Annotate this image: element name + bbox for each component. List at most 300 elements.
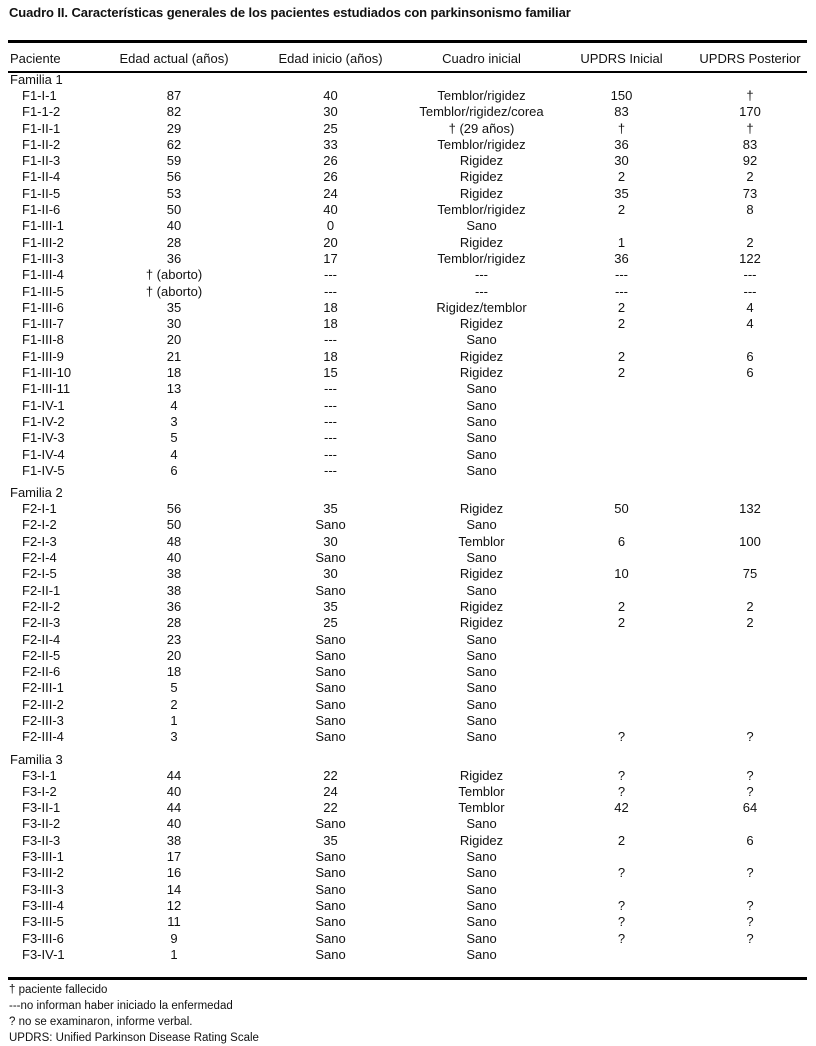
cell-cuadro-inicial: Rigidez — [459, 153, 504, 169]
cell-paciente: F2-I-1 — [22, 501, 57, 517]
cell-updrs-posterior: ? — [746, 729, 754, 745]
header-updrs-inicial: UPDRS Inicial — [580, 51, 663, 66]
cell-paciente: F3-IV-1 — [22, 946, 65, 962]
table-row — [8, 784, 807, 800]
cell-cuadro-inicial: Rigidez — [459, 598, 504, 614]
footnote: UPDRS: Unified Parkinson Disease Rating Scale — [9, 1032, 259, 1044]
cell-edad-inicio: Sano — [315, 946, 346, 962]
cell-updrs-posterior: 73 — [742, 185, 758, 201]
cell-edad-actual: 17 — [166, 849, 182, 865]
header-edad-inicio: Edad inicio (años) — [278, 51, 383, 66]
cell-cuadro-inicial: Rigidez — [459, 169, 504, 185]
table-row — [8, 202, 807, 218]
cell-paciente: F1-1-2 — [22, 104, 61, 120]
cell-updrs-inicial: ? — [617, 897, 626, 913]
cell-updrs-inicial: ? — [617, 783, 626, 799]
cell-cuadro-inicial: Sano — [466, 865, 497, 881]
cell-cuadro-inicial: Sano — [466, 218, 497, 234]
cell-edad-actual: 12 — [166, 897, 182, 913]
cell-paciente: F1-II-4 — [22, 169, 61, 185]
cell-updrs-posterior: 6 — [746, 832, 754, 848]
cell-updrs-inicial — [550, 648, 693, 664]
cell-edad-inicio: 26 — [323, 169, 338, 185]
cell-updrs-posterior: 64 — [742, 800, 758, 816]
cell-updrs-posterior: 100 — [739, 533, 761, 549]
cell-updrs-posterior — [693, 414, 807, 430]
cell-paciente: F2-I-5 — [22, 566, 57, 582]
cell-edad-inicio: Sano — [315, 664, 346, 680]
cell-updrs-posterior — [693, 463, 807, 479]
cell-cuadro-inicial: Temblor/rigidez/corea — [419, 104, 544, 120]
footnote: ---no informan haber iniciado la enfermedad — [9, 1000, 233, 1012]
cell-edad-actual: 3 — [170, 413, 178, 429]
cell-edad-actual: 4 — [170, 397, 178, 413]
cell-cuadro-inicial: Rigidez/temblor — [436, 299, 527, 315]
cell-edad-inicio: --- — [324, 413, 337, 429]
cell-edad-inicio: --- — [324, 381, 337, 397]
cell-edad-inicio: 0 — [326, 218, 335, 234]
footnote: ? no se examinaron, informe verbal. — [9, 1016, 193, 1028]
cell-updrs-inicial — [550, 713, 693, 729]
cell-updrs-inicial: ? — [617, 914, 626, 930]
cell-edad-inicio: 15 — [323, 365, 338, 381]
cell-edad-actual: 50 — [166, 517, 182, 533]
cell-cuadro-inicial: Sano — [466, 446, 497, 462]
cell-edad-inicio: 24 — [323, 783, 338, 799]
table-row — [8, 713, 807, 729]
cell-edad-inicio: --- — [324, 462, 337, 478]
cell-paciente: F3-III-6 — [22, 930, 64, 946]
cell-edad-actual: 1 — [170, 712, 178, 728]
cell-edad-actual: 21 — [166, 348, 182, 364]
family-label: Familia 3 — [10, 751, 63, 767]
cell-updrs-inicial: 150 — [610, 88, 633, 103]
cell-updrs-posterior — [693, 632, 807, 648]
cell-updrs-inicial: 36 — [614, 250, 629, 266]
cell-edad-actual: † (aborto) — [145, 267, 203, 283]
table-title: Cuadro II. Características generales de los pacientes estudiados con parkinsonismo familiar — [9, 5, 571, 20]
cell-updrs-inicial: ? — [617, 767, 626, 783]
table-row — [8, 697, 807, 713]
cell-edad-actual: 3 — [170, 729, 178, 745]
cell-cuadro-inicial: Rigidez — [459, 501, 504, 517]
table-row — [8, 931, 807, 947]
cell-cuadro-inicial: Rigidez — [459, 365, 504, 381]
table-row — [8, 332, 807, 348]
cell-paciente: F2-III-1 — [22, 680, 64, 696]
cell-updrs-inicial: 2 — [617, 832, 626, 848]
table-row — [8, 121, 807, 137]
cell-updrs-inicial: 2 — [617, 598, 626, 614]
cell-cuadro-inicial: Rigidez — [459, 615, 504, 631]
cell-updrs-inicial — [550, 414, 693, 430]
header-paciente: Paciente — [10, 51, 61, 66]
table-row — [8, 914, 807, 930]
cell-updrs-posterior: 2 — [746, 169, 754, 185]
cell-edad-actual: 40 — [166, 218, 182, 234]
cell-edad-actual: 6 — [170, 462, 178, 478]
cell-edad-actual: 20 — [166, 647, 182, 663]
cell-edad-actual: 29 — [166, 120, 182, 136]
cell-updrs-posterior: ? — [746, 930, 754, 946]
cell-paciente: F3-II-2 — [22, 816, 61, 832]
cell-edad-actual: 82 — [166, 104, 182, 120]
table-row — [8, 186, 807, 202]
table-row — [8, 430, 807, 446]
cell-cuadro-inicial: Sano — [466, 582, 497, 598]
cell-edad-inicio: Sano — [315, 631, 346, 647]
cell-edad-inicio: Sano — [315, 517, 346, 533]
cell-edad-actual: 50 — [166, 202, 182, 218]
cell-cuadro-inicial: Sano — [466, 413, 497, 429]
cell-updrs-inicial: 36 — [614, 136, 629, 152]
table-row — [8, 865, 807, 881]
cell-updrs-posterior: ? — [746, 914, 754, 930]
table-row — [8, 381, 807, 397]
cell-updrs-posterior — [693, 398, 807, 414]
cell-paciente: F3-III-5 — [22, 914, 64, 930]
table-row — [8, 169, 807, 185]
cell-edad-inicio: --- — [324, 283, 337, 299]
cell-updrs-posterior — [693, 849, 807, 865]
cell-cuadro-inicial: Sano — [466, 381, 497, 397]
cell-paciente: F2-II-4 — [22, 631, 61, 647]
cell-paciente: F2-III-2 — [22, 696, 64, 712]
cell-cuadro-inicial: Temblor/rigidez — [437, 202, 526, 218]
cell-paciente: F1-II-2 — [22, 136, 61, 152]
cell-edad-actual: 18 — [166, 664, 182, 680]
cell-edad-inicio: 25 — [323, 615, 338, 631]
table-row — [8, 800, 807, 816]
cell-updrs-inicial: 6 — [617, 533, 626, 549]
table-row — [8, 583, 807, 599]
cell-edad-inicio: Sano — [315, 914, 346, 930]
table-row — [8, 349, 807, 365]
cell-edad-inicio: 30 — [323, 104, 338, 120]
cell-edad-inicio: Sano — [315, 647, 346, 663]
cell-updrs-inicial — [550, 632, 693, 648]
cell-paciente: F1-IV-1 — [22, 397, 65, 413]
cell-cuadro-inicial: Sano — [466, 881, 497, 897]
cell-edad-actual: 44 — [166, 800, 182, 816]
family-row — [8, 746, 807, 768]
cell-paciente: F2-II-2 — [22, 598, 61, 614]
cell-edad-inicio: Sano — [315, 680, 346, 696]
cell-paciente: F2-I-2 — [22, 517, 57, 533]
cell-cuadro-inicial: Sano — [466, 397, 497, 413]
cell-edad-actual: 14 — [166, 881, 182, 897]
cell-paciente: F3-III-3 — [22, 881, 64, 897]
table-row — [8, 664, 807, 680]
cell-paciente: F1-IV-5 — [22, 462, 65, 478]
cell-updrs-inicial — [550, 849, 693, 865]
table-row — [8, 599, 807, 615]
table-row — [8, 153, 807, 169]
cell-cuadro-inicial: Rigidez — [459, 234, 504, 250]
cell-updrs-posterior — [693, 583, 807, 599]
table-row — [8, 768, 807, 784]
table-row — [8, 316, 807, 332]
cell-edad-actual: 38 — [166, 582, 182, 598]
cell-edad-inicio: Sano — [315, 930, 346, 946]
cell-edad-inicio: 35 — [323, 598, 338, 614]
cell-paciente: F1-III-6 — [22, 299, 64, 315]
cell-updrs-posterior: 2 — [746, 598, 754, 614]
patients-table — [8, 48, 807, 963]
cell-edad-inicio: 22 — [323, 800, 338, 816]
cell-updrs-inicial: † — [617, 120, 626, 136]
cell-updrs-inicial: 2 — [617, 348, 626, 364]
cell-updrs-posterior — [693, 697, 807, 713]
cell-updrs-inicial — [550, 430, 693, 446]
cell-updrs-inicial: 30 — [614, 153, 629, 169]
cell-edad-inicio: 18 — [323, 348, 338, 364]
cell-cuadro-inicial: Rigidez — [459, 348, 504, 364]
cell-paciente: F2-II-6 — [22, 664, 61, 680]
cell-edad-actual: 38 — [166, 566, 182, 582]
table-row — [8, 137, 807, 153]
cell-cuadro-inicial: Temblor/rigidez — [437, 250, 526, 266]
cell-cuadro-inicial: Sano — [466, 430, 497, 446]
table-row — [8, 104, 807, 120]
cell-updrs-posterior — [693, 882, 807, 898]
cell-cuadro-inicial: Sano — [466, 712, 497, 728]
cell-edad-actual: 40 — [166, 783, 182, 799]
cell-edad-actual: 9 — [170, 930, 178, 946]
cell-updrs-inicial — [550, 463, 693, 479]
cell-edad-actual: 48 — [166, 533, 182, 549]
cell-paciente: F2-II-5 — [22, 647, 61, 663]
cell-updrs-inicial: 2 — [617, 615, 626, 631]
cell-edad-inicio: 35 — [323, 832, 338, 848]
cell-edad-actual: 28 — [166, 615, 182, 631]
cell-edad-inicio: --- — [324, 397, 337, 413]
cell-paciente: F1-II-3 — [22, 153, 61, 169]
cell-paciente: F1-II-1 — [22, 120, 61, 136]
cell-edad-actual: 53 — [166, 185, 182, 201]
cell-cuadro-inicial: Sano — [466, 631, 497, 647]
cell-edad-actual: 56 — [166, 169, 182, 185]
cell-edad-inicio: 30 — [323, 533, 338, 549]
cell-cuadro-inicial: Sano — [466, 696, 497, 712]
cell-edad-actual: 36 — [166, 598, 182, 614]
cell-updrs-posterior: 8 — [746, 202, 754, 218]
cell-edad-inicio: --- — [324, 267, 337, 283]
cell-updrs-inicial — [550, 680, 693, 696]
cell-edad-actual: 4 — [170, 446, 178, 462]
cell-paciente: F1-III-3 — [22, 250, 64, 266]
cell-edad-inicio: 26 — [323, 153, 338, 169]
cell-paciente: F3-II-1 — [22, 800, 61, 816]
cell-cuadro-inicial: † (29 años) — [448, 120, 515, 136]
table-row — [8, 729, 807, 745]
cell-edad-inicio: 40 — [323, 202, 338, 218]
cell-updrs-posterior: ? — [746, 783, 754, 799]
cell-edad-inicio: --- — [324, 430, 337, 446]
cell-cuadro-inicial: Rigidez — [459, 185, 504, 201]
cell-updrs-posterior: 2 — [746, 234, 754, 250]
cell-paciente: F1-IV-3 — [22, 430, 65, 446]
cell-edad-actual: 23 — [166, 631, 182, 647]
cell-paciente: F1-III-7 — [22, 316, 64, 332]
cell-paciente: F2-II-1 — [22, 582, 61, 598]
table-row — [8, 550, 807, 566]
table-row — [8, 463, 807, 479]
cell-updrs-inicial: 50 — [614, 501, 629, 517]
cell-updrs-inicial — [550, 447, 693, 463]
cell-cuadro-inicial: Sano — [466, 647, 497, 663]
cell-updrs-posterior: 6 — [746, 348, 754, 364]
table-row — [8, 365, 807, 381]
cell-paciente: F2-I-3 — [22, 533, 57, 549]
cell-edad-inicio: Sano — [315, 696, 346, 712]
cell-updrs-posterior — [693, 664, 807, 680]
cell-edad-actual: 35 — [166, 299, 182, 315]
cell-updrs-inicial: 42 — [614, 800, 629, 816]
cell-edad-actual: 2 — [170, 696, 178, 712]
cell-updrs-inicial — [550, 550, 693, 566]
cell-cuadro-inicial: Sano — [466, 332, 497, 348]
table-row — [8, 882, 807, 898]
cell-updrs-inicial: 2 — [617, 365, 626, 381]
cell-updrs-posterior — [693, 648, 807, 664]
cell-edad-inicio: 30 — [323, 566, 338, 582]
cell-edad-actual: 40 — [166, 816, 182, 832]
table-row — [8, 517, 807, 533]
cell-edad-actual: 40 — [166, 550, 182, 566]
cell-updrs-inicial — [550, 882, 693, 898]
cell-paciente: F1-IV-4 — [22, 446, 65, 462]
cell-paciente: F1-II-6 — [22, 202, 61, 218]
cell-updrs-posterior: 122 — [739, 250, 761, 266]
cell-updrs-posterior: 170 — [739, 104, 761, 120]
cell-paciente: F1-III-10 — [22, 365, 72, 381]
cell-edad-actual: 18 — [166, 365, 182, 381]
footnote: † paciente fallecido — [9, 984, 108, 996]
cell-updrs-inicial — [550, 381, 693, 397]
cell-updrs-inicial: --- — [615, 283, 628, 299]
cell-updrs-inicial: 1 — [617, 234, 626, 250]
cell-paciente: F3-I-1 — [22, 767, 57, 783]
cell-updrs-inicial — [550, 816, 693, 832]
cell-edad-actual: 16 — [166, 865, 182, 881]
table-row — [8, 251, 807, 267]
cell-updrs-posterior: 132 — [739, 501, 761, 517]
table-row — [8, 300, 807, 316]
cell-updrs-inicial: ? — [617, 865, 626, 881]
cell-paciente: F1-I-1 — [22, 88, 57, 103]
cell-paciente: F2-I-4 — [22, 550, 57, 566]
cell-paciente: F1-III-2 — [22, 234, 64, 250]
cell-updrs-inicial — [550, 398, 693, 414]
cell-updrs-posterior — [693, 816, 807, 832]
header-row — [8, 48, 807, 70]
cell-updrs-posterior: † — [746, 88, 754, 103]
cell-paciente: F2-III-4 — [22, 729, 64, 745]
cell-updrs-posterior: ? — [746, 767, 754, 783]
cell-edad-inicio: 40 — [323, 88, 338, 103]
cell-edad-inicio: 17 — [323, 250, 338, 266]
cell-paciente: F1-III-11 — [22, 381, 71, 397]
cell-updrs-inicial: 2 — [617, 202, 626, 218]
cell-updrs-inicial: 2 — [617, 316, 626, 332]
cell-updrs-inicial — [550, 947, 693, 963]
table-row — [8, 632, 807, 648]
cell-edad-actual: 62 — [166, 136, 182, 152]
cell-updrs-inicial: 35 — [614, 185, 629, 201]
cell-updrs-posterior: ? — [746, 865, 754, 881]
cell-paciente: F1-II-5 — [22, 185, 61, 201]
cell-cuadro-inicial: Temblor — [458, 800, 505, 816]
cell-updrs-posterior: ? — [746, 897, 754, 913]
cell-updrs-inicial — [550, 583, 693, 599]
cell-edad-inicio: Sano — [315, 816, 346, 832]
cell-updrs-posterior — [693, 430, 807, 446]
cell-edad-actual: 36 — [166, 250, 182, 266]
cell-edad-inicio: 20 — [323, 234, 338, 250]
cell-paciente: F3-III-2 — [22, 865, 64, 881]
cell-updrs-inicial — [550, 697, 693, 713]
cell-paciente: F2-III-3 — [22, 712, 64, 728]
cell-cuadro-inicial: Temblor/rigidez — [437, 136, 526, 152]
header-updrs-posterior: UPDRS Posterior — [699, 51, 801, 66]
cell-updrs-posterior: 4 — [746, 299, 754, 315]
cell-cuadro-inicial: Sano — [466, 914, 497, 930]
bottom-rule — [8, 977, 807, 980]
cell-edad-inicio: Sano — [315, 849, 346, 865]
cell-edad-inicio: Sano — [315, 712, 346, 728]
cell-paciente: F1-IV-2 — [22, 413, 65, 429]
cell-cuadro-inicial: Sano — [466, 664, 497, 680]
cell-updrs-inicial — [550, 218, 693, 234]
table-row — [8, 833, 807, 849]
cell-edad-inicio: --- — [324, 332, 337, 348]
table-row — [8, 898, 807, 914]
cell-cuadro-inicial: Sano — [466, 946, 497, 962]
cell-paciente: F1-III-8 — [22, 332, 64, 348]
cell-updrs-posterior — [693, 517, 807, 533]
family-label: Familia 1 — [10, 72, 63, 87]
cell-edad-inicio: 18 — [323, 316, 338, 332]
cell-edad-inicio: 22 — [323, 767, 338, 783]
cell-cuadro-inicial: Rigidez — [459, 767, 504, 783]
cell-updrs-posterior — [693, 332, 807, 348]
cell-updrs-posterior: 83 — [742, 136, 758, 152]
top-rule — [8, 40, 807, 43]
cell-updrs-inicial — [550, 664, 693, 680]
cell-cuadro-inicial: Sano — [466, 849, 497, 865]
cell-edad-inicio: 33 — [323, 136, 338, 152]
cell-cuadro-inicial: Sano — [466, 680, 497, 696]
cell-edad-actual: 13 — [166, 381, 182, 397]
cell-edad-actual: 44 — [166, 767, 182, 783]
cell-edad-actual: 20 — [166, 332, 182, 348]
table-row — [8, 218, 807, 234]
cell-edad-inicio: 24 — [323, 185, 338, 201]
header-edad-actual: Edad actual (años) — [119, 51, 229, 66]
footnotes — [9, 982, 259, 1046]
table-row — [8, 398, 807, 414]
cell-edad-actual: 28 — [166, 234, 182, 250]
cell-edad-actual: 87 — [166, 88, 182, 103]
cell-paciente: F3-II-3 — [22, 832, 61, 848]
table-row — [8, 235, 807, 251]
cell-cuadro-inicial: Rigidez — [459, 832, 504, 848]
cell-cuadro-inicial: Sano — [466, 550, 497, 566]
cell-updrs-inicial — [550, 332, 693, 348]
cell-updrs-inicial: 2 — [617, 169, 626, 185]
cell-cuadro-inicial: Rigidez — [459, 316, 504, 332]
